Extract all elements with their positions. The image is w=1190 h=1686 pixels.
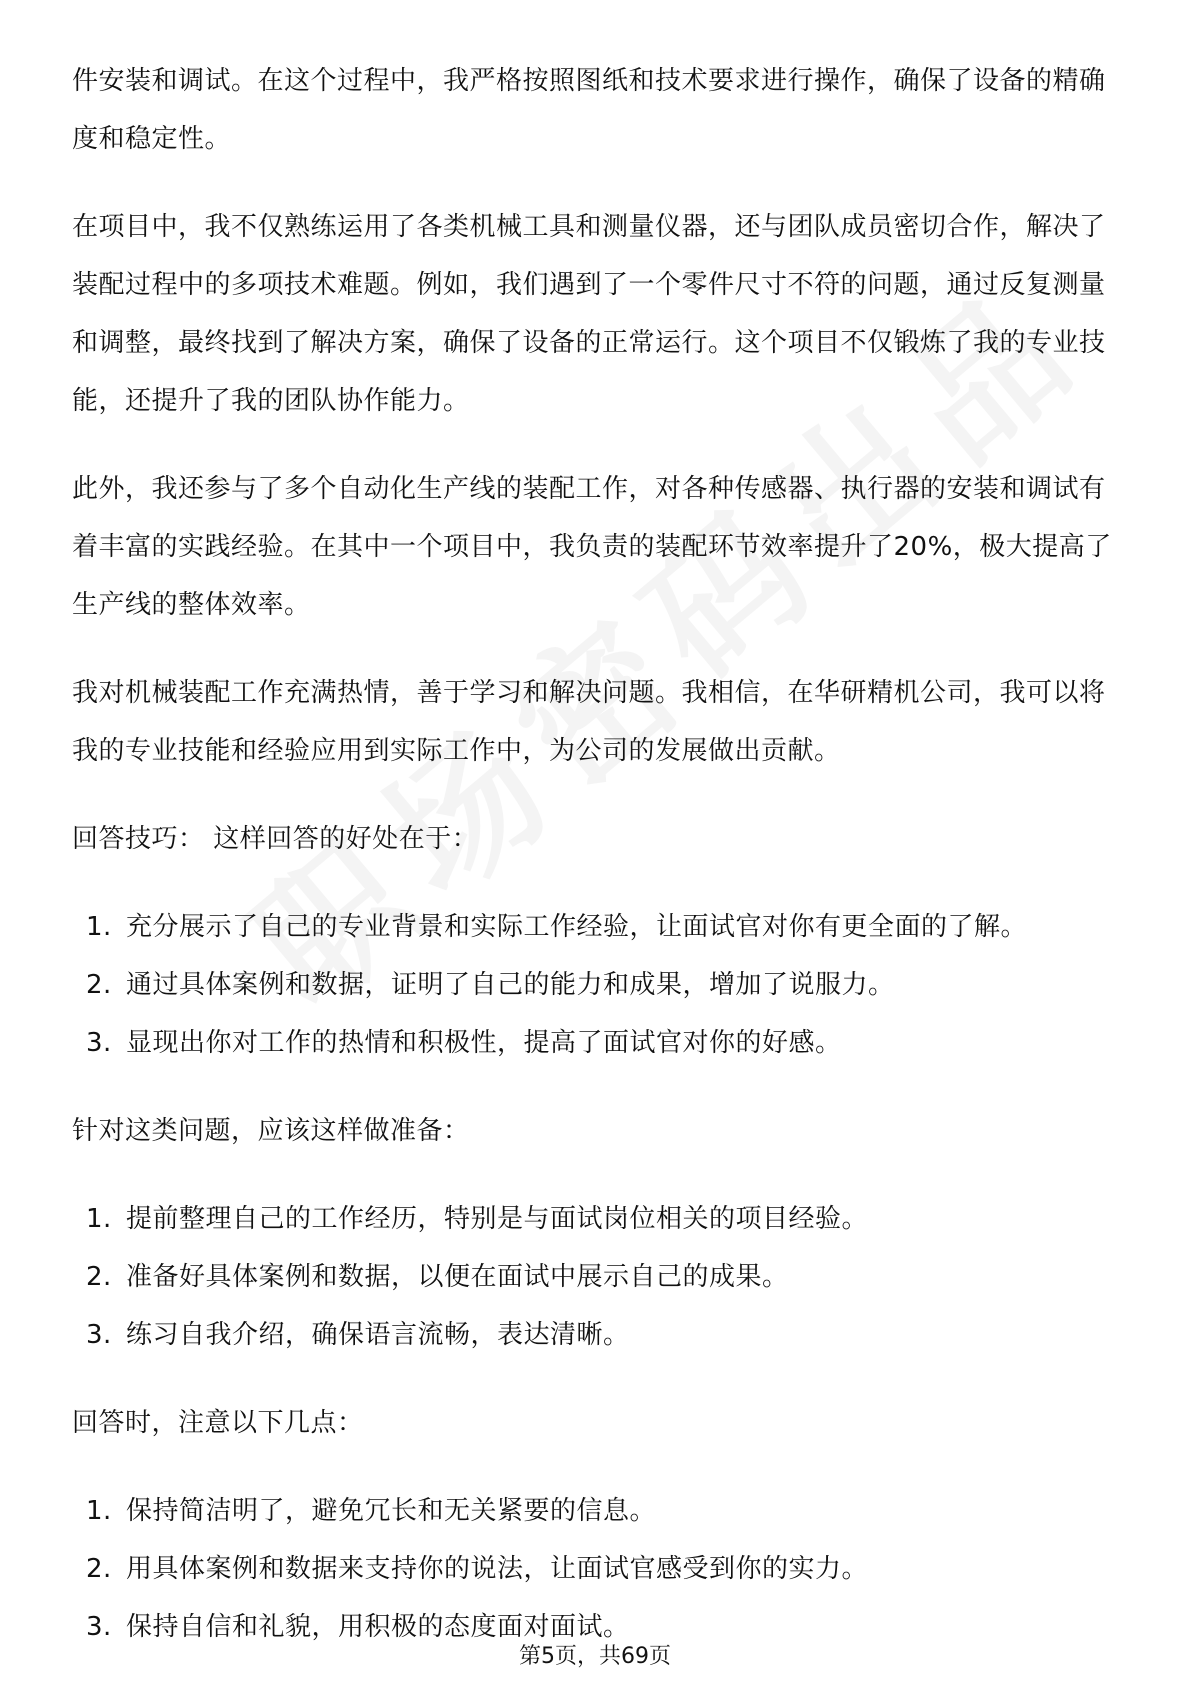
list-number: 3. — [86, 1612, 112, 1642]
list-item-text: 充分展示了自己的专业背景和实际工作经验，让面试官对你有更全面的了解。 — [126, 912, 1028, 942]
list-item — [72, 1540, 1122, 1598]
list-item-text: 用具体案例和数据来支持你的说法，让面试官感受到你的实力。 — [126, 1554, 869, 1584]
page-footer: 第5页，共69页 — [519, 1644, 671, 1669]
list-item — [72, 1014, 1122, 1072]
list-number: 3. — [86, 1028, 112, 1058]
page-content — [72, 52, 1122, 1686]
list-item-text: 显现出你对工作的热情和积极性，提高了面试官对你的好感。 — [126, 1028, 842, 1058]
list-number: 2. — [86, 970, 112, 1000]
list-number: 2. — [86, 1554, 112, 1584]
list-item — [72, 956, 1122, 1014]
prep-heading: 针对这类问题，应该这样做准备： — [72, 1116, 470, 1146]
list-number: 1. — [86, 1204, 112, 1234]
tips-heading: 回答技巧： 这样回答的好处在于： — [72, 824, 479, 854]
paragraph-2: 在项目中，我不仅熟练运用了各类机械工具和测量仪器，还与团队成员密切合作，解决了装配过程中的多项技术难题。例如，我们遇到了一个零件尺寸不符的问题，通过反复测量和调整，最终找到了解决方案，确保了设备的正常运行。这个项目不仅锻炼了我的专业技能，还提升了我的团队协作能力。 — [72, 212, 1106, 416]
list-item — [72, 1482, 1122, 1540]
list-item — [72, 1248, 1122, 1306]
list-number: 2. — [86, 1262, 112, 1292]
list-number: 1. — [86, 912, 112, 942]
paragraph-1: 件安装和调试。在这个过程中，我严格按照图纸和技术要求进行操作，确保了设备的精确度和稳定性。 — [72, 66, 1106, 154]
list-item-text: 提前整理自己的工作经历，特别是与面试岗位相关的项目经验。 — [126, 1204, 869, 1234]
notes-list — [72, 1482, 1122, 1656]
list-item-text: 保持自信和礼貌，用积极的态度面对面试。 — [126, 1612, 630, 1642]
list-item-text: 保持简洁明了，避免冗长和无关紧要的信息。 — [126, 1496, 657, 1526]
list-number: 3. — [86, 1320, 112, 1350]
list-item-text: 通过具体案例和数据，证明了自己的能力和成果，增加了说服力。 — [126, 970, 895, 1000]
paragraph-3: 此外，我还参与了多个自动化生产线的装配工作，对各种传感器、执行器的安装和调试有着丰富的实践经验。在其中一个项目中，我负责的装配环节效率提升了20%，极大提高了生产线的整体效率。 — [72, 474, 1112, 620]
list-item — [72, 898, 1122, 956]
list-number: 1. — [86, 1496, 112, 1526]
list-item — [72, 1190, 1122, 1248]
tips-list — [72, 898, 1122, 1072]
list-item-text: 准备好具体案例和数据，以便在面试中展示自己的成果。 — [126, 1262, 789, 1292]
list-item-text: 练习自我介绍，确保语言流畅，表达清晰。 — [126, 1320, 630, 1350]
list-item — [72, 1306, 1122, 1364]
notes-heading: 回答时，注意以下几点： — [72, 1408, 364, 1438]
paragraph-4: 我对机械装配工作充满热情，善于学习和解决问题。我相信，在华研精机公司，我可以将我的专业技能和经验应用到实际工作中，为公司的发展做出贡献。 — [72, 678, 1106, 766]
prep-list — [72, 1190, 1122, 1364]
